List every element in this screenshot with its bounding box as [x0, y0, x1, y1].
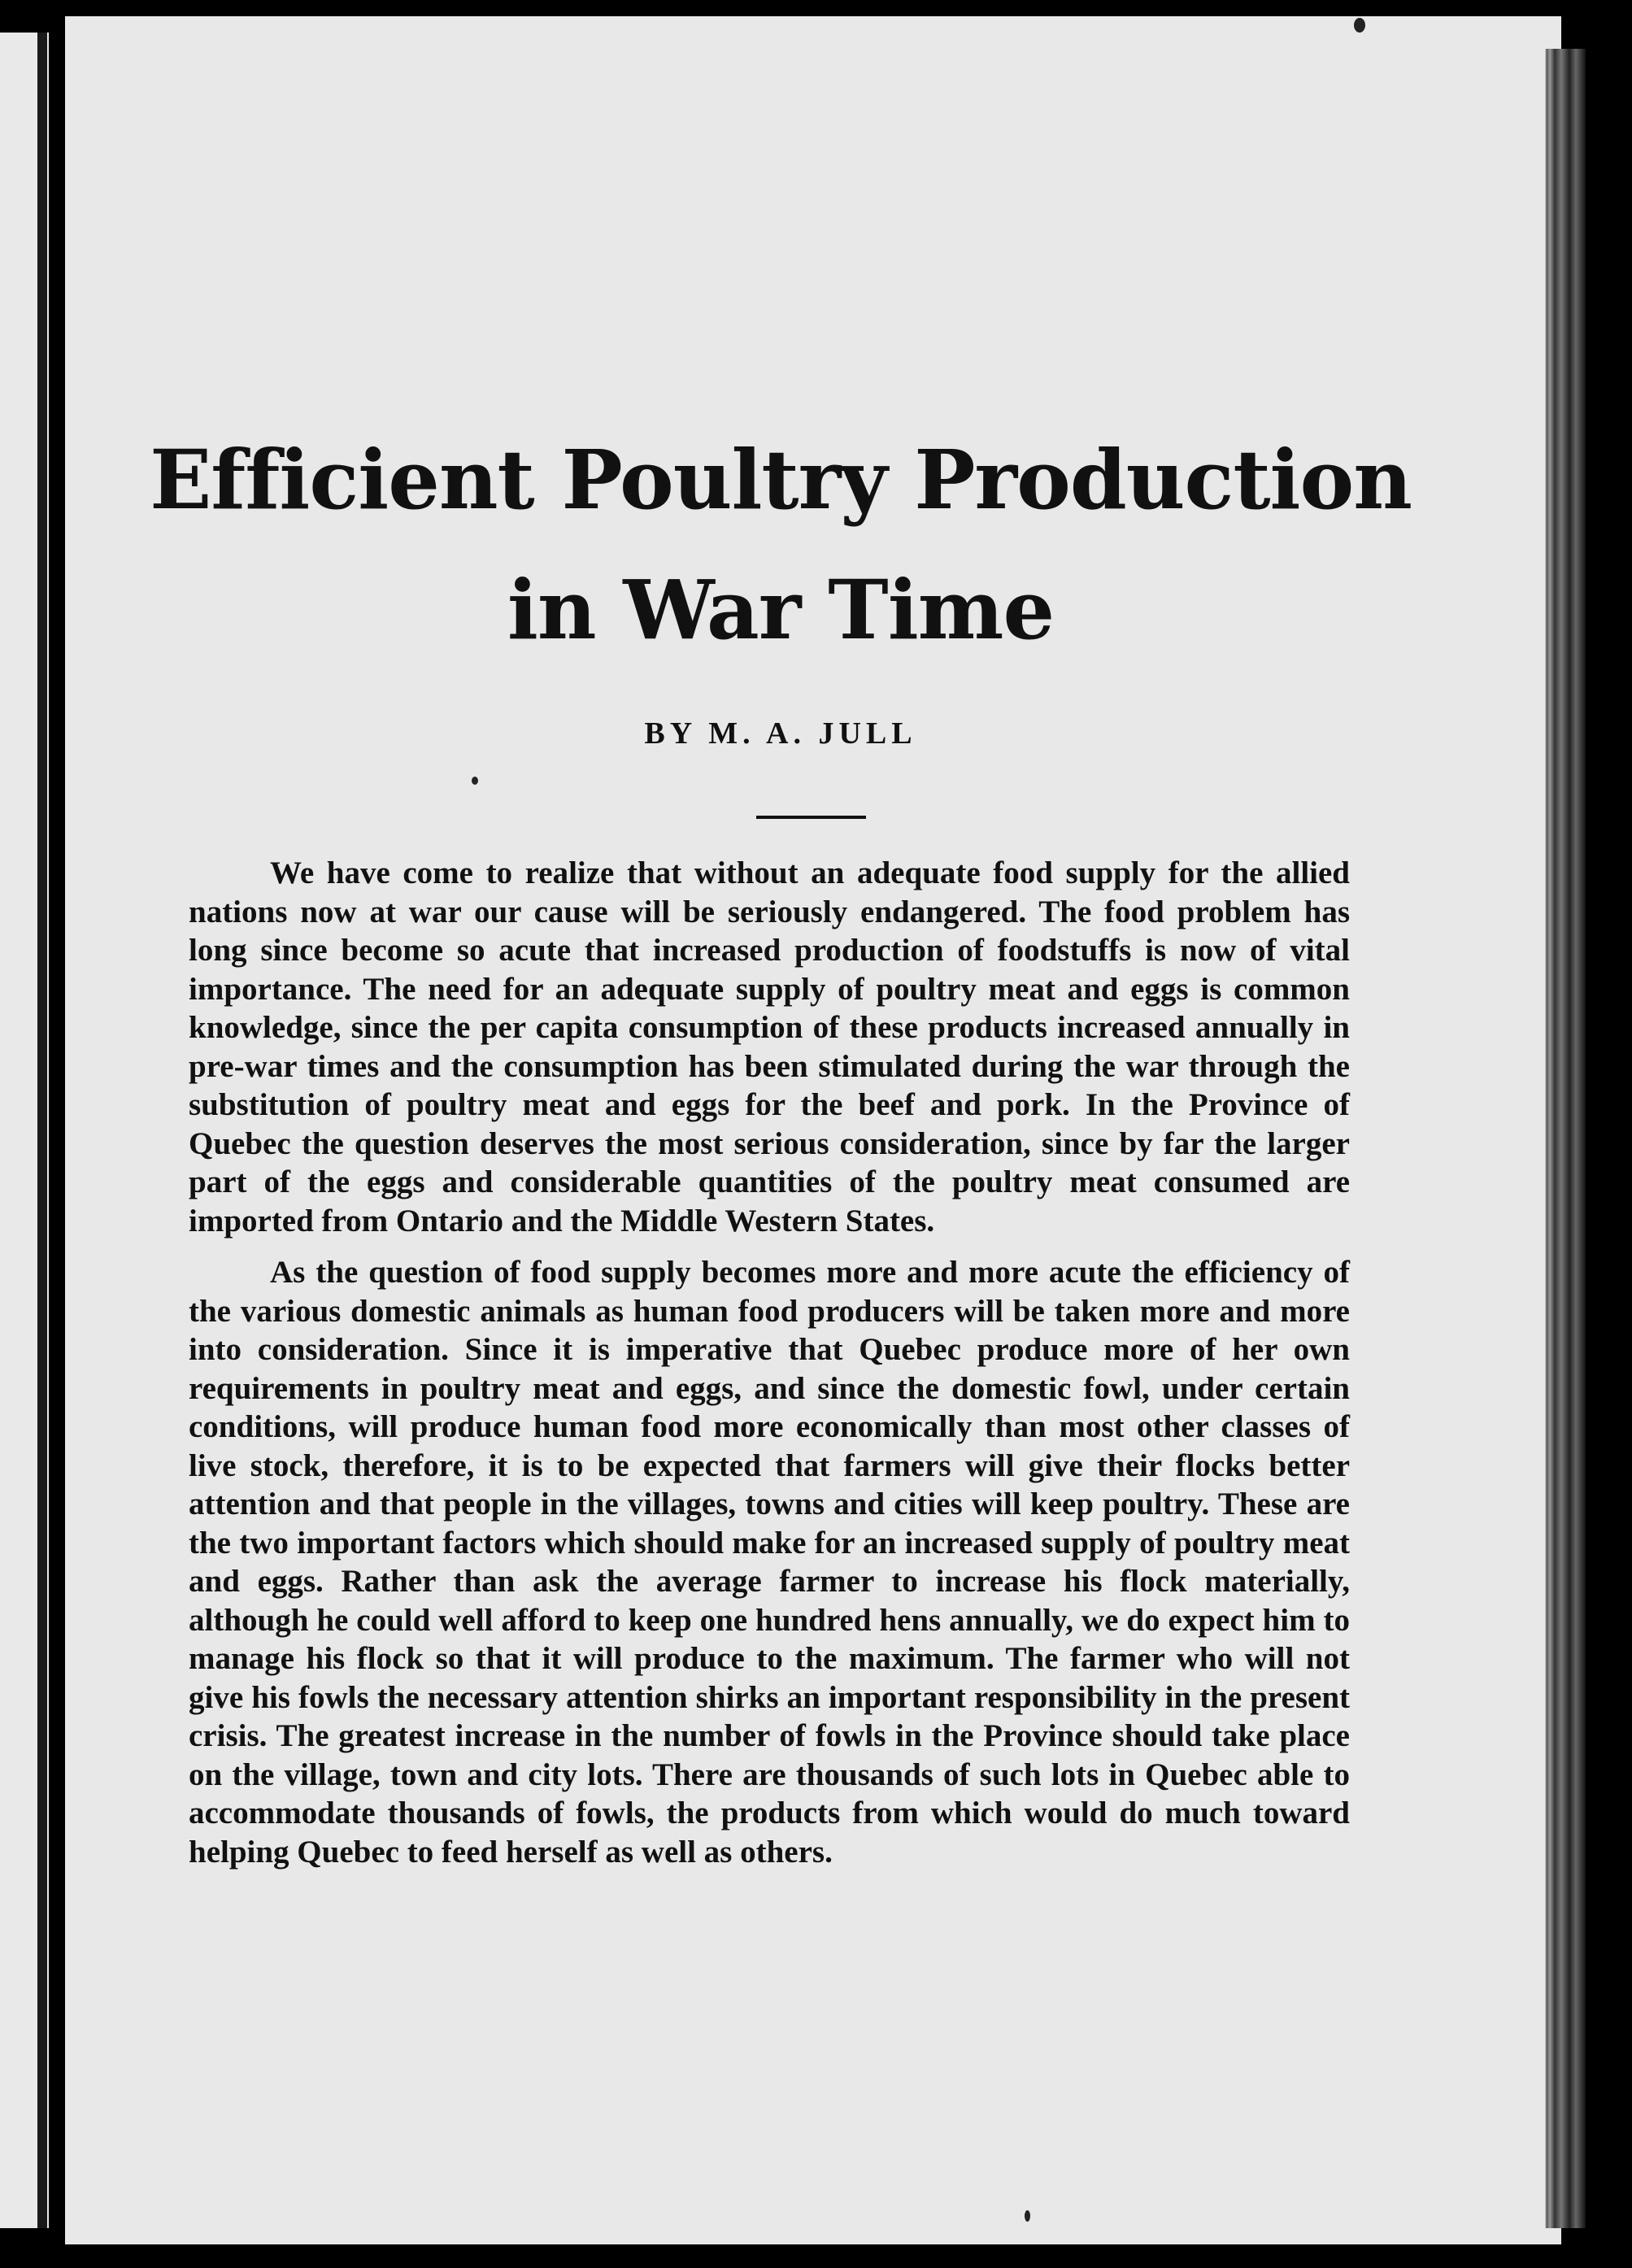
page-stack-edge — [1537, 49, 1586, 2228]
scan-speck — [1354, 18, 1365, 33]
article-body — [189, 854, 1350, 1871]
paragraph-2: As the question of food supply becomes more and more acute the efficiency of the various domestic animals as human food producers will be taken more and more into consideration. Since it is imperative that Quebec produce more of her own requirements in poultry meat and eggs, and since the domestic fowl, under certain conditions, will produce human food more economically than most other classes of live stock, therefore, it is to be expected that farmers will give their flocks better attention and that people in the villages, towns and cities will keep poultry. These are the two important factors which should make for an increased supply of poultry meat and eggs. Rather than ask the average farmer to increase his flock materially, although he could well afford to keep one hundred hens annually, we do expect him to manage his flock so that it will produce to the maximum. The farmer who will not give his fowls the necessary attention shirks an important responsibility in the present crisis. The greatest increase in the number of fowls in the Province should take place on the village, town and city lots. There are thousands of such lots in Quebec able to accommodate thousands of fowls, the products from which would do much toward helping Quebec to feed herself as well as others. — [189, 1255, 1350, 1870]
divider-rule — [756, 816, 866, 819]
article-title-line-2: in War Time — [507, 562, 1055, 658]
scan-speck — [472, 777, 478, 785]
paragraph-1: We have come to realize that without an adequate food supply for the allied nations now at war our cause will be seriously endangered. The food problem has long since become so acute that increased production of foodstuffs is now of vital importance. The need for an adequate supply of poultry meat and eggs is common knowledge, since the per capita consumption of these products increased annually in pre-war times and the consumption has been stimulated during the war through the substitution of poultry meat and eggs for the beef and pork. In the Province of Quebec the question deserves the most serious consideration, since by far the larger part of the eggs and considerable quantities of the poultry meat consumed are imported from Ontario and the Middle Western States. — [189, 855, 1350, 1238]
book-spine-shadow — [37, 33, 47, 2228]
author-byline: BY M. A. JULL — [644, 716, 917, 751]
scan-speck — [1025, 2210, 1030, 2222]
left-page-edge — [0, 33, 49, 2228]
article-title-line-1: Efficient Poultry Production — [150, 432, 1412, 528]
